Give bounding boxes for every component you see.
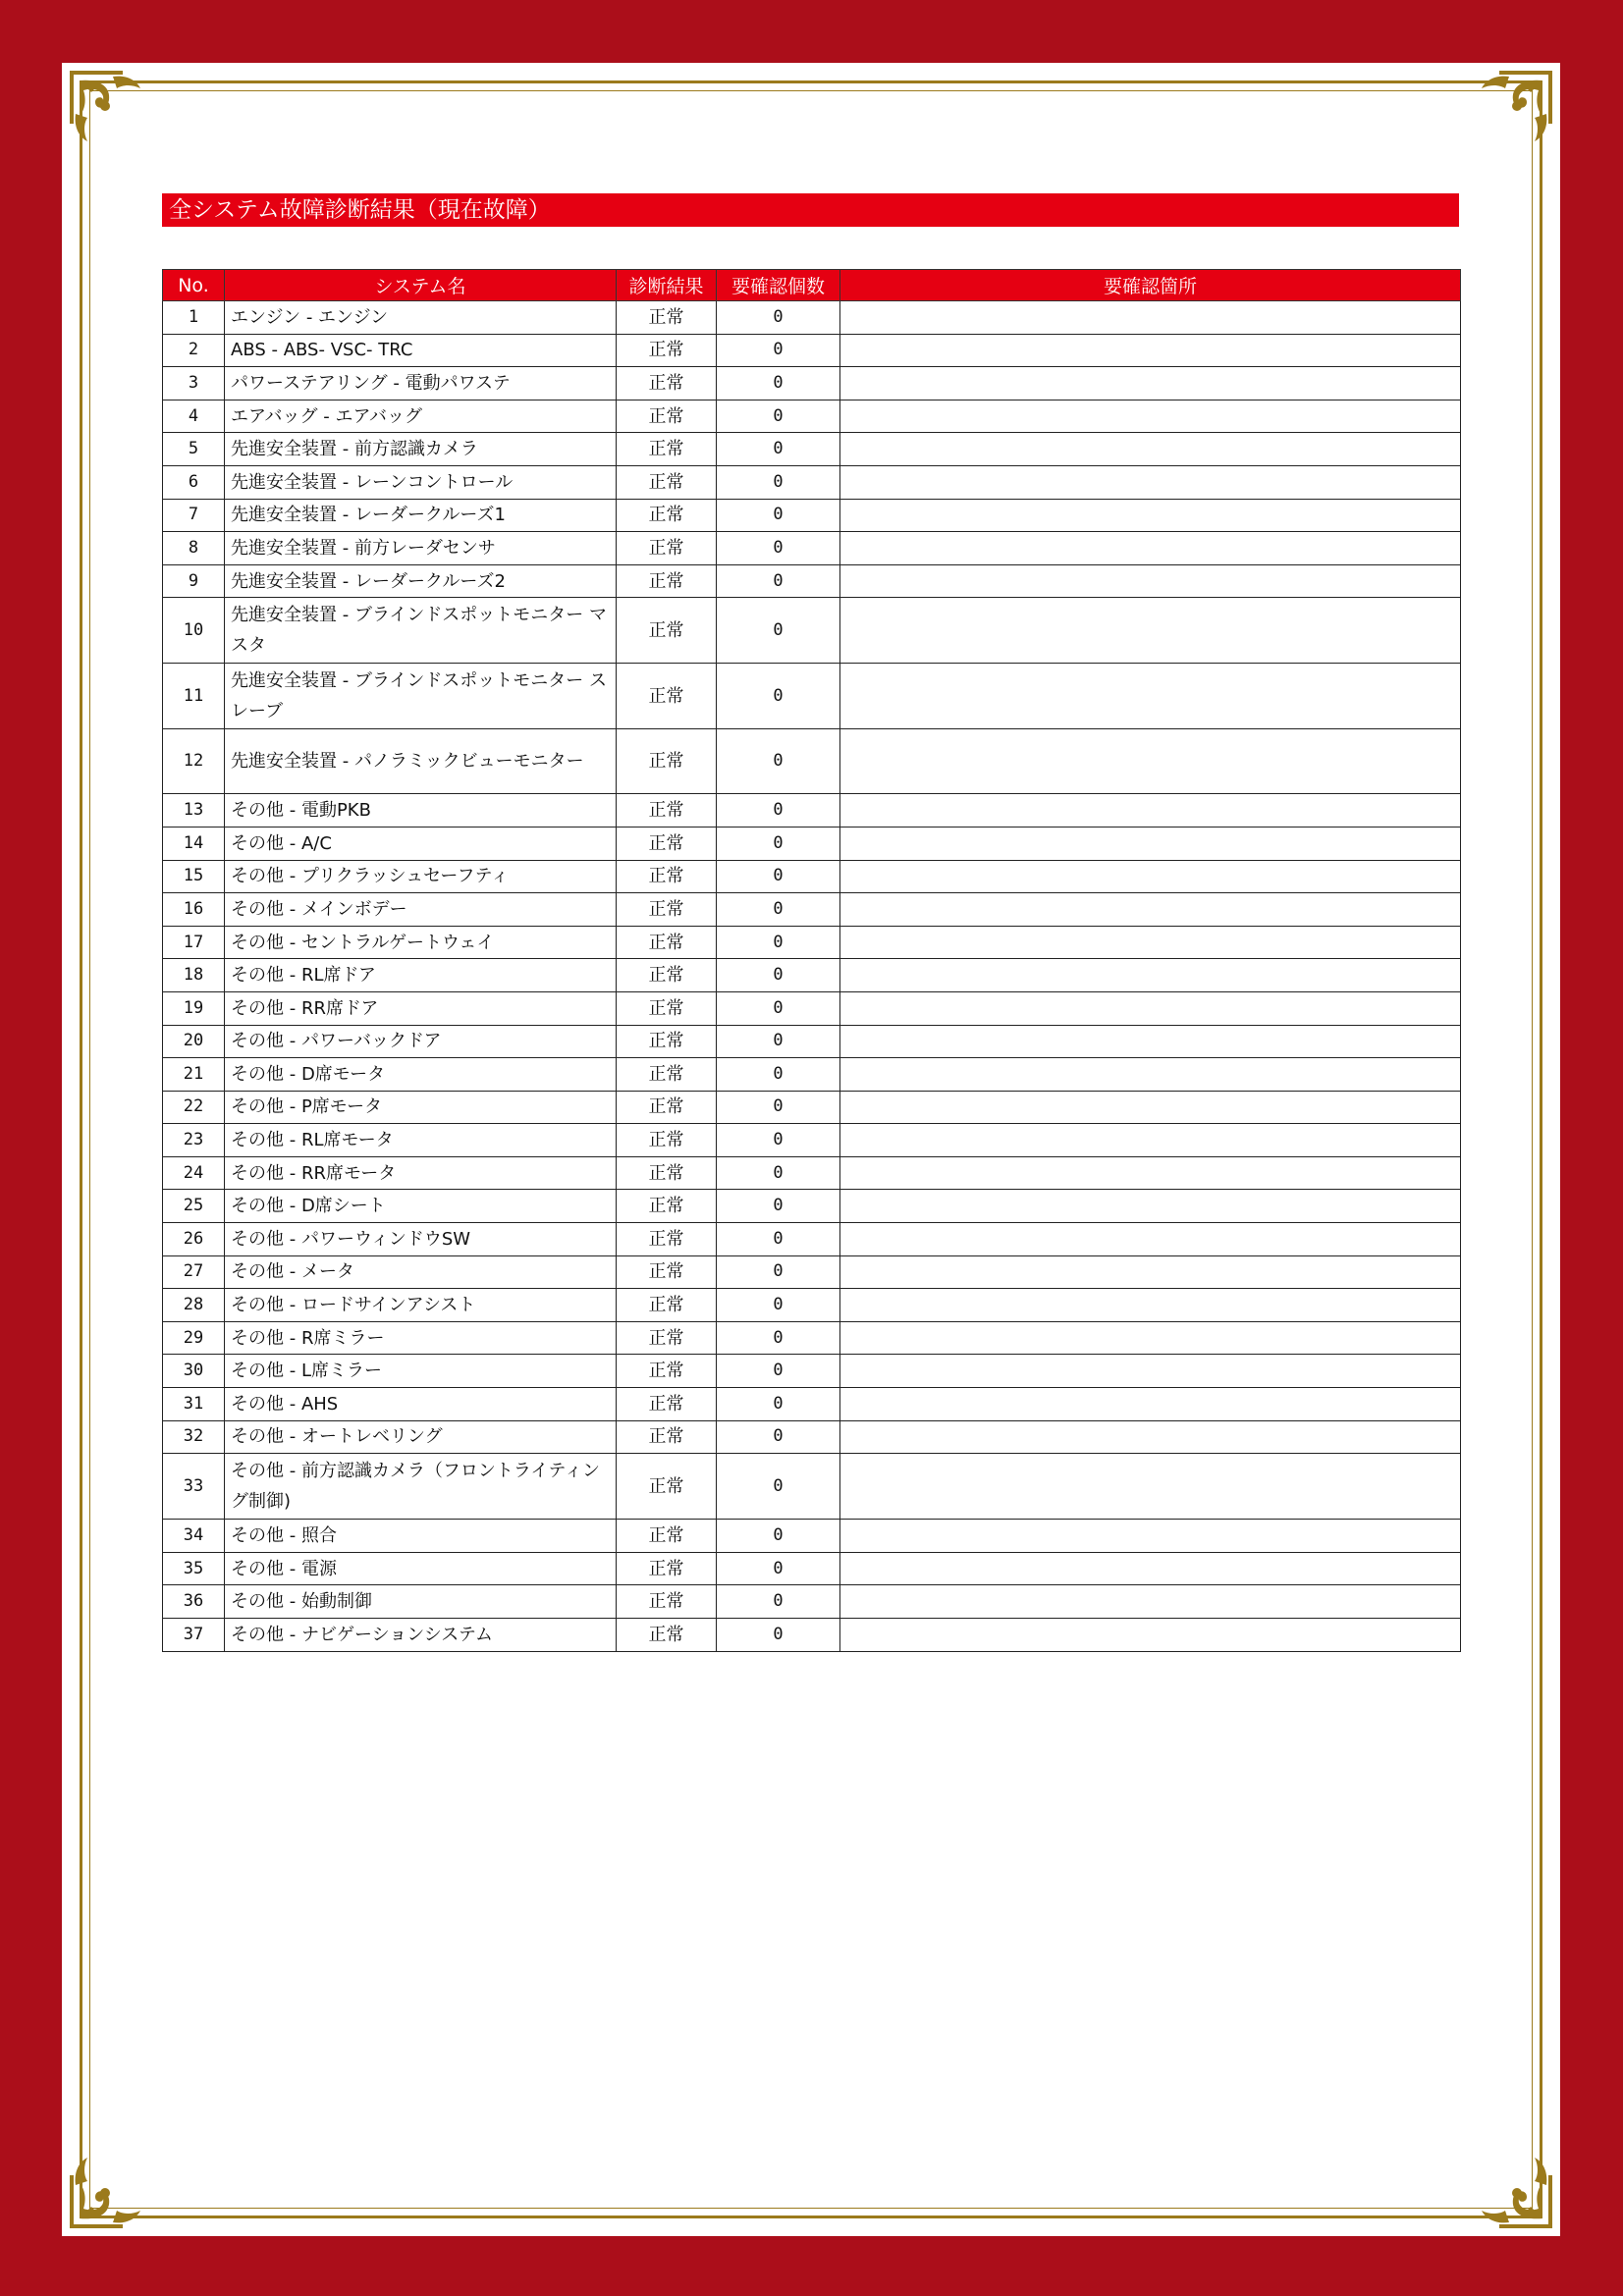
row-check-count: 0 [717,334,840,367]
row-check-location [840,367,1461,400]
table-row [163,499,1461,532]
row-check-count: 0 [717,1619,840,1652]
table-row [163,794,1461,828]
row-no: 6 [163,465,225,499]
table-row [163,1190,1461,1223]
table-row [163,301,1461,335]
row-system-name: その他 - プリクラッシュセーフティ [225,860,617,893]
table-row [163,827,1461,860]
row-no: 14 [163,827,225,860]
gold-filigree-corner-icon [1462,2138,1556,2232]
row-check-location [840,499,1461,532]
row-check-location [840,664,1461,729]
row-no: 31 [163,1388,225,1421]
table-header-row [163,270,1461,301]
row-check-count: 0 [717,1585,840,1619]
table-row [163,598,1461,664]
row-system-name: その他 - ロードサインアシスト [225,1289,617,1322]
row-check-location [840,1321,1461,1355]
row-diagnosis-result: 正常 [617,1058,717,1092]
row-check-count: 0 [717,1091,840,1124]
table-row [163,532,1461,565]
row-diagnosis-result: 正常 [617,400,717,433]
gold-filigree-corner-icon [66,67,160,161]
row-diagnosis-result: 正常 [617,564,717,598]
table-row [163,1025,1461,1058]
row-check-location [840,1124,1461,1157]
row-check-location [840,1619,1461,1652]
row-diagnosis-result: 正常 [617,991,717,1025]
row-check-count: 0 [717,1255,840,1289]
row-no: 15 [163,860,225,893]
row-check-location [840,1552,1461,1585]
row-diagnosis-result: 正常 [617,367,717,400]
row-check-location [840,1289,1461,1322]
table-row [163,1223,1461,1256]
table-row [163,334,1461,367]
table-row [163,1091,1461,1124]
row-diagnosis-result: 正常 [617,893,717,927]
row-check-count: 0 [717,1454,840,1520]
table-row [163,1058,1461,1092]
table-row [163,1156,1461,1190]
row-system-name: 先進安全装置 - 前方認識カメラ [225,433,617,466]
row-diagnosis-result: 正常 [617,1124,717,1157]
row-diagnosis-result: 正常 [617,1355,717,1388]
row-check-location [840,1420,1461,1454]
row-system-name: その他 - セントラルゲートウェイ [225,926,617,959]
row-system-name: 先進安全装置 - ブラインドスポットモニター マスタ [225,598,617,664]
row-check-count: 0 [717,991,840,1025]
row-no: 21 [163,1058,225,1092]
row-diagnosis-result: 正常 [617,499,717,532]
row-check-location [840,1255,1461,1289]
table-row [163,433,1461,466]
row-no: 25 [163,1190,225,1223]
row-diagnosis-result: 正常 [617,1223,717,1256]
row-system-name: 先進安全装置 - レーンコントロール [225,465,617,499]
row-diagnosis-result: 正常 [617,926,717,959]
row-diagnosis-result: 正常 [617,433,717,466]
row-no: 2 [163,334,225,367]
row-diagnosis-result: 正常 [617,729,717,794]
table-row [163,1255,1461,1289]
row-check-location [840,827,1461,860]
row-check-count: 0 [717,598,840,664]
row-check-location [840,564,1461,598]
row-diagnosis-result: 正常 [617,664,717,729]
table-row [163,1388,1461,1421]
header-no: No. [163,270,225,301]
row-system-name: その他 - パワーバックドア [225,1025,617,1058]
row-check-count: 0 [717,1124,840,1157]
row-no: 35 [163,1552,225,1585]
row-system-name: ABS - ABS- VSC- TRC [225,334,617,367]
row-no: 7 [163,499,225,532]
row-check-count: 0 [717,1552,840,1585]
row-system-name: その他 - メインボデー [225,893,617,927]
row-check-location [840,926,1461,959]
row-check-location [840,1355,1461,1388]
table-row [163,367,1461,400]
row-system-name: その他 - D席シート [225,1190,617,1223]
row-system-name: その他 - ナビゲーションシステム [225,1619,617,1652]
row-system-name: 先進安全装置 - パノラミックビューモニター [225,729,617,794]
row-check-count: 0 [717,465,840,499]
row-check-count: 0 [717,959,840,992]
row-system-name: その他 - A/C [225,827,617,860]
row-system-name: 先進安全装置 - レーダークルーズ1 [225,499,617,532]
row-no: 33 [163,1454,225,1520]
table-row [163,893,1461,927]
row-check-location [840,1223,1461,1256]
row-check-count: 0 [717,729,840,794]
row-system-name: その他 - D席モータ [225,1058,617,1092]
row-no: 22 [163,1091,225,1124]
row-system-name: 先進安全装置 - レーダークルーズ2 [225,564,617,598]
row-no: 29 [163,1321,225,1355]
row-check-count: 0 [717,1223,840,1256]
row-no: 19 [163,991,225,1025]
row-diagnosis-result: 正常 [617,827,717,860]
row-no: 10 [163,598,225,664]
row-diagnosis-result: 正常 [617,1420,717,1454]
header-check-location: 要確認箇所 [840,270,1461,301]
row-diagnosis-result: 正常 [617,598,717,664]
row-no: 36 [163,1585,225,1619]
row-check-count: 0 [717,926,840,959]
row-diagnosis-result: 正常 [617,1388,717,1421]
row-check-count: 0 [717,564,840,598]
row-no: 37 [163,1619,225,1652]
table-row [163,860,1461,893]
row-system-name: その他 - オートレベリング [225,1420,617,1454]
table-row [163,1454,1461,1520]
table-row [163,991,1461,1025]
row-check-location [840,1091,1461,1124]
row-system-name: その他 - 電源 [225,1552,617,1585]
row-diagnosis-result: 正常 [617,1619,717,1652]
row-check-location [840,301,1461,335]
row-check-count: 0 [717,532,840,565]
header-system-name: システム名 [225,270,617,301]
gold-filigree-corner-icon [1462,67,1556,161]
row-system-name: その他 - RL席モータ [225,1124,617,1157]
row-system-name: その他 - メータ [225,1255,617,1289]
report-title: 全システム故障診断結果（現在故障） [162,193,1459,227]
row-diagnosis-result: 正常 [617,1321,717,1355]
row-check-count: 0 [717,499,840,532]
row-no: 32 [163,1420,225,1454]
row-check-location [840,532,1461,565]
row-check-location [840,1454,1461,1520]
row-check-count: 0 [717,1355,840,1388]
row-check-location [840,893,1461,927]
row-system-name: エンジン - エンジン [225,301,617,335]
row-diagnosis-result: 正常 [617,532,717,565]
table-row [163,664,1461,729]
row-diagnosis-result: 正常 [617,1289,717,1322]
row-check-location [840,1585,1461,1619]
row-no: 11 [163,664,225,729]
header-diagnosis-result: 診断結果 [617,270,717,301]
row-system-name: その他 - パワーウィンドウSW [225,1223,617,1256]
row-diagnosis-result: 正常 [617,1552,717,1585]
table-row [163,1585,1461,1619]
table-row [163,1289,1461,1322]
row-no: 18 [163,959,225,992]
row-check-count: 0 [717,1321,840,1355]
row-check-location [840,465,1461,499]
table-row [163,400,1461,433]
row-diagnosis-result: 正常 [617,1190,717,1223]
row-no: 17 [163,926,225,959]
row-check-location [840,334,1461,367]
table-row [163,1552,1461,1585]
row-no: 26 [163,1223,225,1256]
table-row [163,465,1461,499]
row-check-location [840,959,1461,992]
row-no: 16 [163,893,225,927]
row-no: 27 [163,1255,225,1289]
row-system-name: その他 - RL席ドア [225,959,617,992]
row-check-location [840,1156,1461,1190]
row-system-name: パワーステアリング - 電動パワステ [225,367,617,400]
row-check-location [840,991,1461,1025]
row-check-count: 0 [717,1025,840,1058]
row-check-count: 0 [717,1289,840,1322]
row-check-location [840,400,1461,433]
row-no: 8 [163,532,225,565]
row-no: 3 [163,367,225,400]
row-system-name: その他 - 前方認識カメラ（フロントライティング制御) [225,1454,617,1520]
row-diagnosis-result: 正常 [617,860,717,893]
row-diagnosis-result: 正常 [617,301,717,335]
report-page [62,63,1560,2236]
header-check-count: 要確認個数 [717,270,840,301]
table-row [163,564,1461,598]
table-row [163,1321,1461,1355]
row-check-count: 0 [717,1156,840,1190]
row-system-name: その他 - R席ミラー [225,1321,617,1355]
row-no: 12 [163,729,225,794]
row-check-location [840,598,1461,664]
row-check-count: 0 [717,433,840,466]
row-no: 28 [163,1289,225,1322]
row-system-name: その他 - RR席モータ [225,1156,617,1190]
row-check-location [840,794,1461,828]
row-system-name: その他 - P席モータ [225,1091,617,1124]
row-no: 1 [163,301,225,335]
row-check-count: 0 [717,367,840,400]
row-check-count: 0 [717,1058,840,1092]
table-row [163,1124,1461,1157]
row-system-name: その他 - 始動制御 [225,1585,617,1619]
row-no: 30 [163,1355,225,1388]
row-no: 4 [163,400,225,433]
row-no: 13 [163,794,225,828]
row-check-count: 0 [717,794,840,828]
row-no: 34 [163,1520,225,1553]
row-check-location [840,729,1461,794]
row-check-count: 0 [717,1420,840,1454]
row-diagnosis-result: 正常 [617,794,717,828]
row-check-location [840,1058,1461,1092]
row-diagnosis-result: 正常 [617,1520,717,1553]
row-system-name: 先進安全装置 - 前方レーダセンサ [225,532,617,565]
row-check-count: 0 [717,301,840,335]
row-check-location [840,1190,1461,1223]
row-check-count: 0 [717,893,840,927]
row-diagnosis-result: 正常 [617,465,717,499]
table-row [163,729,1461,794]
row-system-name: その他 - 電動PKB [225,794,617,828]
table-body [163,301,1461,1652]
row-diagnosis-result: 正常 [617,959,717,992]
table-row [163,959,1461,992]
row-check-location [840,1025,1461,1058]
row-check-count: 0 [717,827,840,860]
diagnosis-table [162,269,1461,1652]
row-diagnosis-result: 正常 [617,334,717,367]
row-system-name: エアバッグ - エアバッグ [225,400,617,433]
row-check-count: 0 [717,1190,840,1223]
row-no: 9 [163,564,225,598]
table-row [163,1520,1461,1553]
row-no: 5 [163,433,225,466]
table-row [163,1420,1461,1454]
row-diagnosis-result: 正常 [617,1585,717,1619]
row-diagnosis-result: 正常 [617,1025,717,1058]
row-system-name: その他 - AHS [225,1388,617,1421]
row-check-count: 0 [717,1388,840,1421]
gold-filigree-corner-icon [66,2138,160,2232]
row-check-location [840,860,1461,893]
row-diagnosis-result: 正常 [617,1156,717,1190]
row-system-name: その他 - RR席ドア [225,991,617,1025]
row-system-name: その他 - L席ミラー [225,1355,617,1388]
table-row [163,1355,1461,1388]
row-check-count: 0 [717,860,840,893]
row-check-location [840,1388,1461,1421]
row-no: 23 [163,1124,225,1157]
row-check-count: 0 [717,664,840,729]
row-diagnosis-result: 正常 [617,1454,717,1520]
row-diagnosis-result: 正常 [617,1091,717,1124]
row-no: 24 [163,1156,225,1190]
row-system-name: 先進安全装置 - ブラインドスポットモニター スレーブ [225,664,617,729]
row-check-location [840,1520,1461,1553]
row-diagnosis-result: 正常 [617,1255,717,1289]
table-row [163,1619,1461,1652]
row-check-location [840,433,1461,466]
row-system-name: その他 - 照合 [225,1520,617,1553]
row-check-count: 0 [717,400,840,433]
row-check-count: 0 [717,1520,840,1553]
table-row [163,926,1461,959]
row-no: 20 [163,1025,225,1058]
